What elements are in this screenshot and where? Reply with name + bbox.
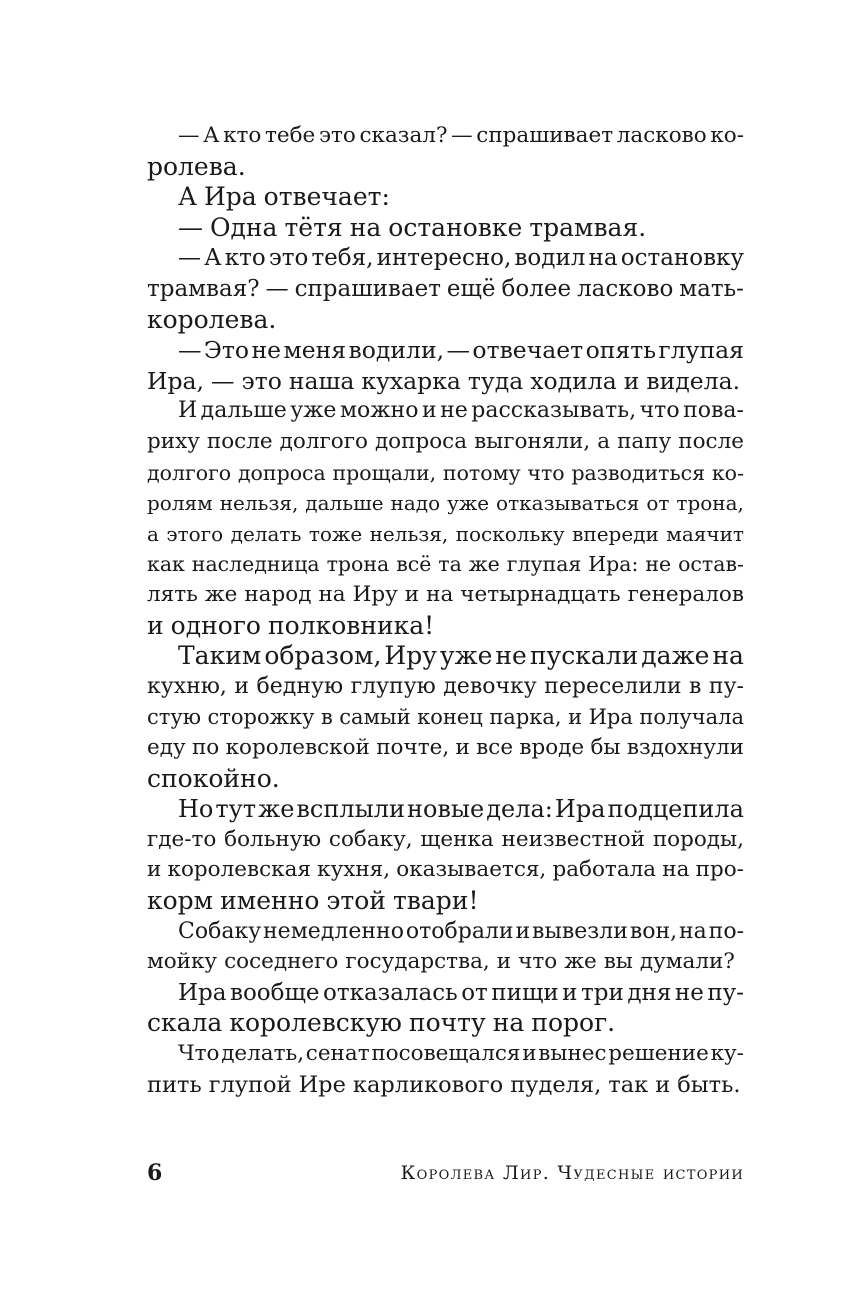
text-line: еду по королевской почте, и все вроде бы вздохнули (147, 735, 744, 760)
text-line: долгого допроса прощали, потому что разводиться ко- (147, 460, 744, 485)
text-line: скала королевскую почту на порог. (147, 1008, 616, 1038)
text-line: — Это не меня водили, — отвечает опять глупая (178, 336, 744, 365)
text-line: спокойно. (147, 763, 280, 793)
text-line: ролева. (147, 151, 246, 181)
text-line: — А кто это тебя, интересно, водил на остановку (178, 245, 744, 272)
text-line: а этого делать тоже нельзя, поскольку впереди маячит (147, 521, 744, 546)
text-line: — Одна тётя на остановке трамвая. (178, 212, 647, 242)
text-line: корм именно этой твари! (147, 886, 479, 915)
text-line: мойку соседнего государства, и что же вы думали? (147, 949, 735, 975)
text-line: риху после долгого допроса выгоняли, а папу после (147, 429, 744, 454)
text-line: А Ира отвечает: (178, 182, 390, 212)
text-line: и королевская кухня, оказывается, работала на про- (147, 857, 744, 883)
text-line: — А кто тебе это сказал? — спрашивает ласково ко- (178, 123, 744, 148)
text-line: как наследница трона всё та же глупая Ира: не остав- (147, 552, 744, 577)
text-line: и одного полковника! (147, 610, 435, 640)
text-line: Что делать, сенат посовещался и вынес решение ку- (178, 1041, 744, 1066)
page-footer (147, 1158, 744, 1188)
text-line: Но тут же всплыли новые дела: Ира подцепила (178, 795, 744, 824)
text-line: И дальше уже можно и не рассказывать, что пова- (178, 398, 744, 424)
text-line: пить глупой Ире карликового пуделя, так и быть. (147, 1071, 741, 1098)
text-line: Ира, — это наша кухарка туда ходила и видела. (147, 366, 741, 395)
text-line: трамвая? — спрашивает ещё более ласково мать- (147, 276, 744, 302)
page-number: 6 (147, 1160, 163, 1186)
text-line: стую сторожку в самый конец парка, и Ира получала (147, 705, 744, 730)
text-line: Собаку немедленно отобрали и вывезли вон, на по- (178, 918, 744, 944)
text-line: Таким образом, Иру уже не пускали даже на (178, 641, 744, 671)
running-head: Королева Лир. Чудесные истории (400, 1162, 744, 1184)
text-line: королева. (147, 304, 277, 334)
text-line: Ира вообще отказалась от пищи и три дня не пу- (178, 979, 744, 1006)
text-line: кухню, и бедную глупую девочку переселили в пу- (147, 673, 744, 699)
text-line: ролям нельзя, дальше надо уже отказываться от трона, (147, 491, 744, 516)
text-line: где-то больную собаку, щенка неизвестной породы, (147, 826, 744, 852)
text-line: лять же народ на Иру и на четырнадцать генералов (147, 582, 744, 607)
